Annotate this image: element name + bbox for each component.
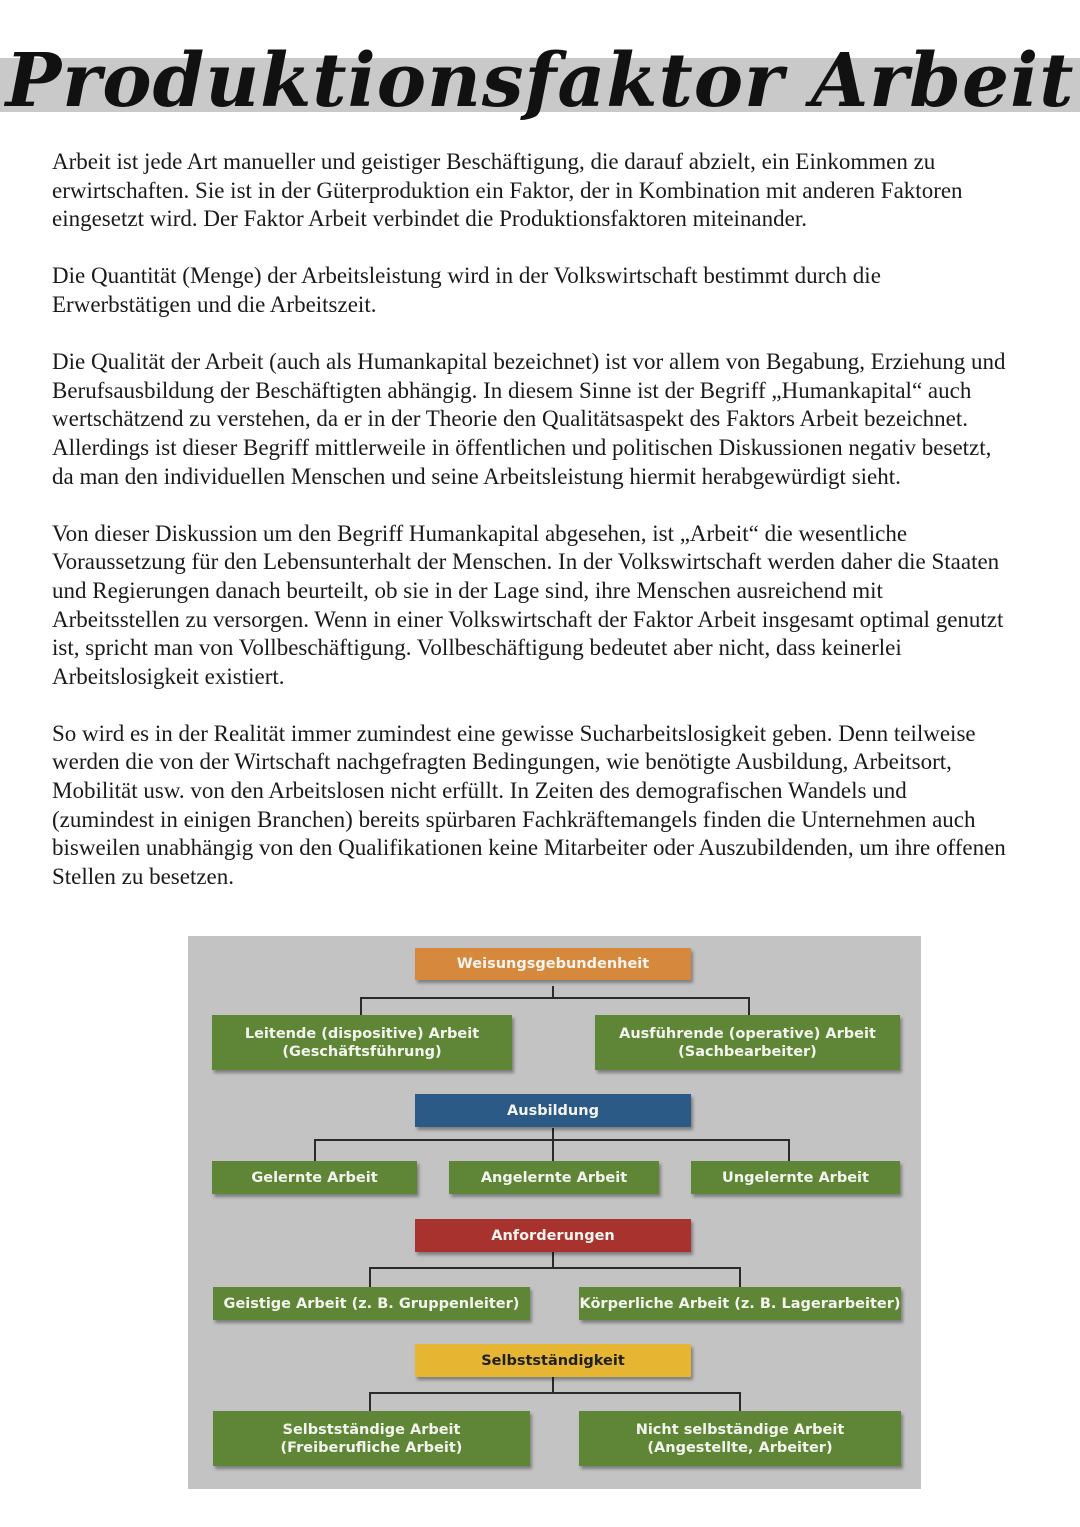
connector-line — [748, 997, 750, 1015]
paragraph-full-employment: Von dieser Diskussion um den Begriff Humankapital abgesehen, ist „Arbeit“ die wesentliche Voraussetzung für den Lebensunterhalt der Menschen. In der Volkswirtschaft werden daher die Staaten und Regierungen danach beurteilt, ob sie in der Lage sind, ihre Menschen ausreichend mit Arbeitsstellen zu versorgen. Wenn in einer Volkswirtschaft der Faktor Arbeit insgesamt optimal genutzt ist, spricht man von Vollbeschäftigung. Vollbeschäftigung bedeutet aber nicht, dass keinerlei Arbeitslosigkeit existiert. — [52, 520, 1004, 689]
connector-line — [552, 1377, 554, 1393]
connector-line — [369, 1392, 741, 1394]
box-angelernte-arbeit: Angelernte Arbeit — [449, 1161, 659, 1194]
header-ausbildung: Ausbildung — [415, 1094, 691, 1127]
header-selbststaendigkeit: Selbstständigkeit — [415, 1344, 691, 1377]
box-selbststaendige-arbeit: Selbstständige Arbeit (Freiberufliche Arbeit) — [213, 1411, 530, 1466]
connector-line — [360, 997, 362, 1015]
page-title: Produktionsfaktor Arbeit — [5, 38, 1075, 124]
connector-line — [788, 1139, 790, 1161]
box-nicht-selbststaendige-arbeit: Nicht selbständige Arbeit (Angestellte, Arbeiter) — [579, 1411, 901, 1466]
paragraph-definition: Arbeit ist jede Art manueller und geistiger Beschäftigung, die darauf abzielt, ein Einkommen zu erwirtschaften. Sie ist in der Güterproduktion ein Faktor, der in Kombination mit anderen Faktoren eingesetzt wird. Der Faktor Arbeit verbindet die Produktionsfaktoren miteinander. — [52, 149, 963, 232]
connector-line — [314, 1139, 316, 1161]
box-geistige-arbeit: Geistige Arbeit (z. B. Gruppenleiter) — [213, 1287, 530, 1320]
paragraph-quantity: Die Quantität (Menge) der Arbeitsleistung wird in der Volkswirtschaft bestimmt durch die Erwerbstätigen und die Arbeitszeit. — [52, 263, 881, 317]
paragraph-unemployment: So wird es in der Realität immer zumindest eine gewisse Sucharbeitslosigkeit geben. Denn teilweise werden die von der Wirtschaft nachgefragten Bedingungen, wie benötigte Ausbildung, Arbeitsort, Mobilität usw. von den Arbeitslosen nicht erfüllt. In Zeiten des demografischen Wandels und (zumindest in einigen Branchen) bereits spürbaren Fachkräftemangels finden die Unternehmen auch bisweilen unabhängig von den Qualifikationen keine Mitarbeiter oder Auszubildenden, um ihre offenen Stellen zu besetzen. — [52, 720, 1006, 889]
body-text — [52, 148, 1012, 920]
connector-line — [369, 1392, 371, 1411]
header-weisungsgebundenheit: Weisungsgebundenheit — [415, 948, 691, 980]
connector-line — [739, 1267, 741, 1287]
connector-line — [369, 1267, 371, 1287]
connector-line — [552, 1139, 554, 1161]
connector-line — [739, 1392, 741, 1411]
box-ausfuehrende-arbeit: Ausführende (operative) Arbeit (Sachbearbeiter) — [595, 1015, 900, 1070]
connector-line — [360, 997, 750, 999]
connector-line — [369, 1267, 741, 1269]
classification-diagram — [188, 936, 921, 1489]
header-anforderungen: Anforderungen — [415, 1219, 691, 1252]
box-koerperliche-arbeit: Körperliche Arbeit (z. B. Lagerarbeiter) — [579, 1287, 901, 1320]
connector-line — [552, 1252, 554, 1268]
box-leitende-arbeit: Leitende (dispositive) Arbeit (Geschäftsführung) — [212, 1015, 512, 1070]
box-gelernte-arbeit: Gelernte Arbeit — [212, 1161, 417, 1194]
paragraph-quality: Die Qualität der Arbeit (auch als Humankapital bezeichnet) ist vor allem von Begabung, Erziehung und Berufsausbildung der Beschäftigten abhängig. In diesem Sinne ist der Begriff „Humankapital“ auch wertschätzend zu verstehen, da er in der Theorie den Qualitätsaspekt des Faktors Arbeit bezeichnet. Allerdings ist dieser Begriff mittlerweile in öffentlichen und politischen Diskussionen negativ besetzt, da man den individuellen Menschen und seine Arbeitsleistung hiermit herabgewürdigt sieht. — [52, 349, 1006, 489]
box-ungelernte-arbeit: Ungelernte Arbeit — [691, 1161, 900, 1194]
